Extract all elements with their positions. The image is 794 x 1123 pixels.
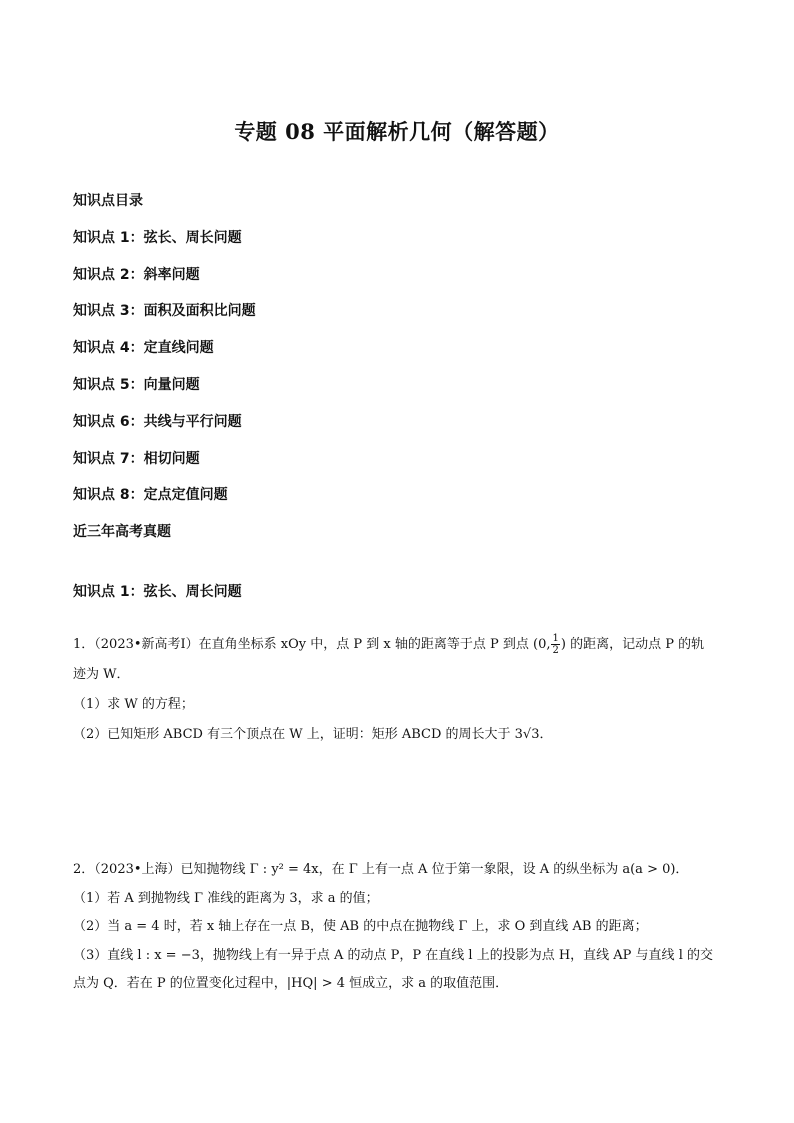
question-2 (73, 856, 723, 999)
fraction-one-half (551, 633, 559, 656)
toc-item: 近三年高考真题 (73, 524, 171, 541)
question-2-part-3-cont: 点为 Q．若在 P 的位置变化过程中，|HQ| > 4 恒成立，求 a 的取值范围． (73, 976, 509, 991)
toc-item: 知识点 3：面积及面积比问题 (73, 303, 256, 320)
section-heading: 知识点 1：弦长、周长问题 (73, 584, 242, 600)
toc-item: 知识点 1：弦长、周长问题 (73, 229, 242, 246)
question-1-stem-cont: 迹为 W． (73, 667, 130, 682)
question-2-stem: 2．（2023•上海）已知抛物线 Γ : y² = 4x，在 Γ 上有一点 A 位于第一象限，设 A 的纵坐标为 a(a > 0)． (73, 862, 689, 877)
page-title: 专题 08 平面解析几何（解答题） (234, 119, 560, 144)
question-1-text-a: 1．（2023•新高考Ⅰ）在直角坐标系 xOy 中，点 P 到 x 轴的距离等于点 P 到点 (0, (73, 637, 551, 652)
question-1 (73, 630, 723, 750)
toc-item: 知识点 2：斜率问题 (73, 266, 200, 283)
toc-item: 知识点 5：向量问题 (73, 376, 200, 393)
toc-item: 知识点 4：定直线问题 (73, 340, 214, 357)
fraction-numerator: 1 (552, 633, 559, 644)
question-2-part-2: （2）当 a = 4 时，若 x 轴上存在一点 B，使 AB 的中点在抛物线 Γ 上，求 O 到直线 AB 的距离； (73, 919, 648, 934)
question-1-text-b: ) 的距离，记动点 P 的轨 (560, 637, 705, 652)
table-of-contents (73, 192, 256, 560)
fraction-denominator: 2 (552, 645, 559, 656)
question-1-part-1: （1）求 W 的方程； (73, 697, 194, 712)
toc-item: 知识点 8：定点定值问题 (73, 487, 228, 504)
question-1-part-2: （2）已知矩形 ABCD 有三个顶点在 W 上，证明：矩形 ABCD 的周长大于 3√3． (73, 727, 553, 742)
question-1-stem (73, 630, 723, 660)
toc-item: 知识点 6：共线与平行问题 (73, 413, 242, 430)
toc-heading: 知识点目录 (73, 193, 143, 209)
question-2-part-3: （3）直线 l : x = −3，抛物线上有一异于点 A 的动点 P，P 在直线 l 上的投影为点 H，直线 AP 与直线 l 的交 (73, 947, 713, 963)
question-2-part-1: （1）若 A 到抛物线 Γ 准线的距离为 3，求 a 的值； (73, 890, 379, 906)
toc-item: 知识点 7：相切问题 (73, 450, 200, 467)
